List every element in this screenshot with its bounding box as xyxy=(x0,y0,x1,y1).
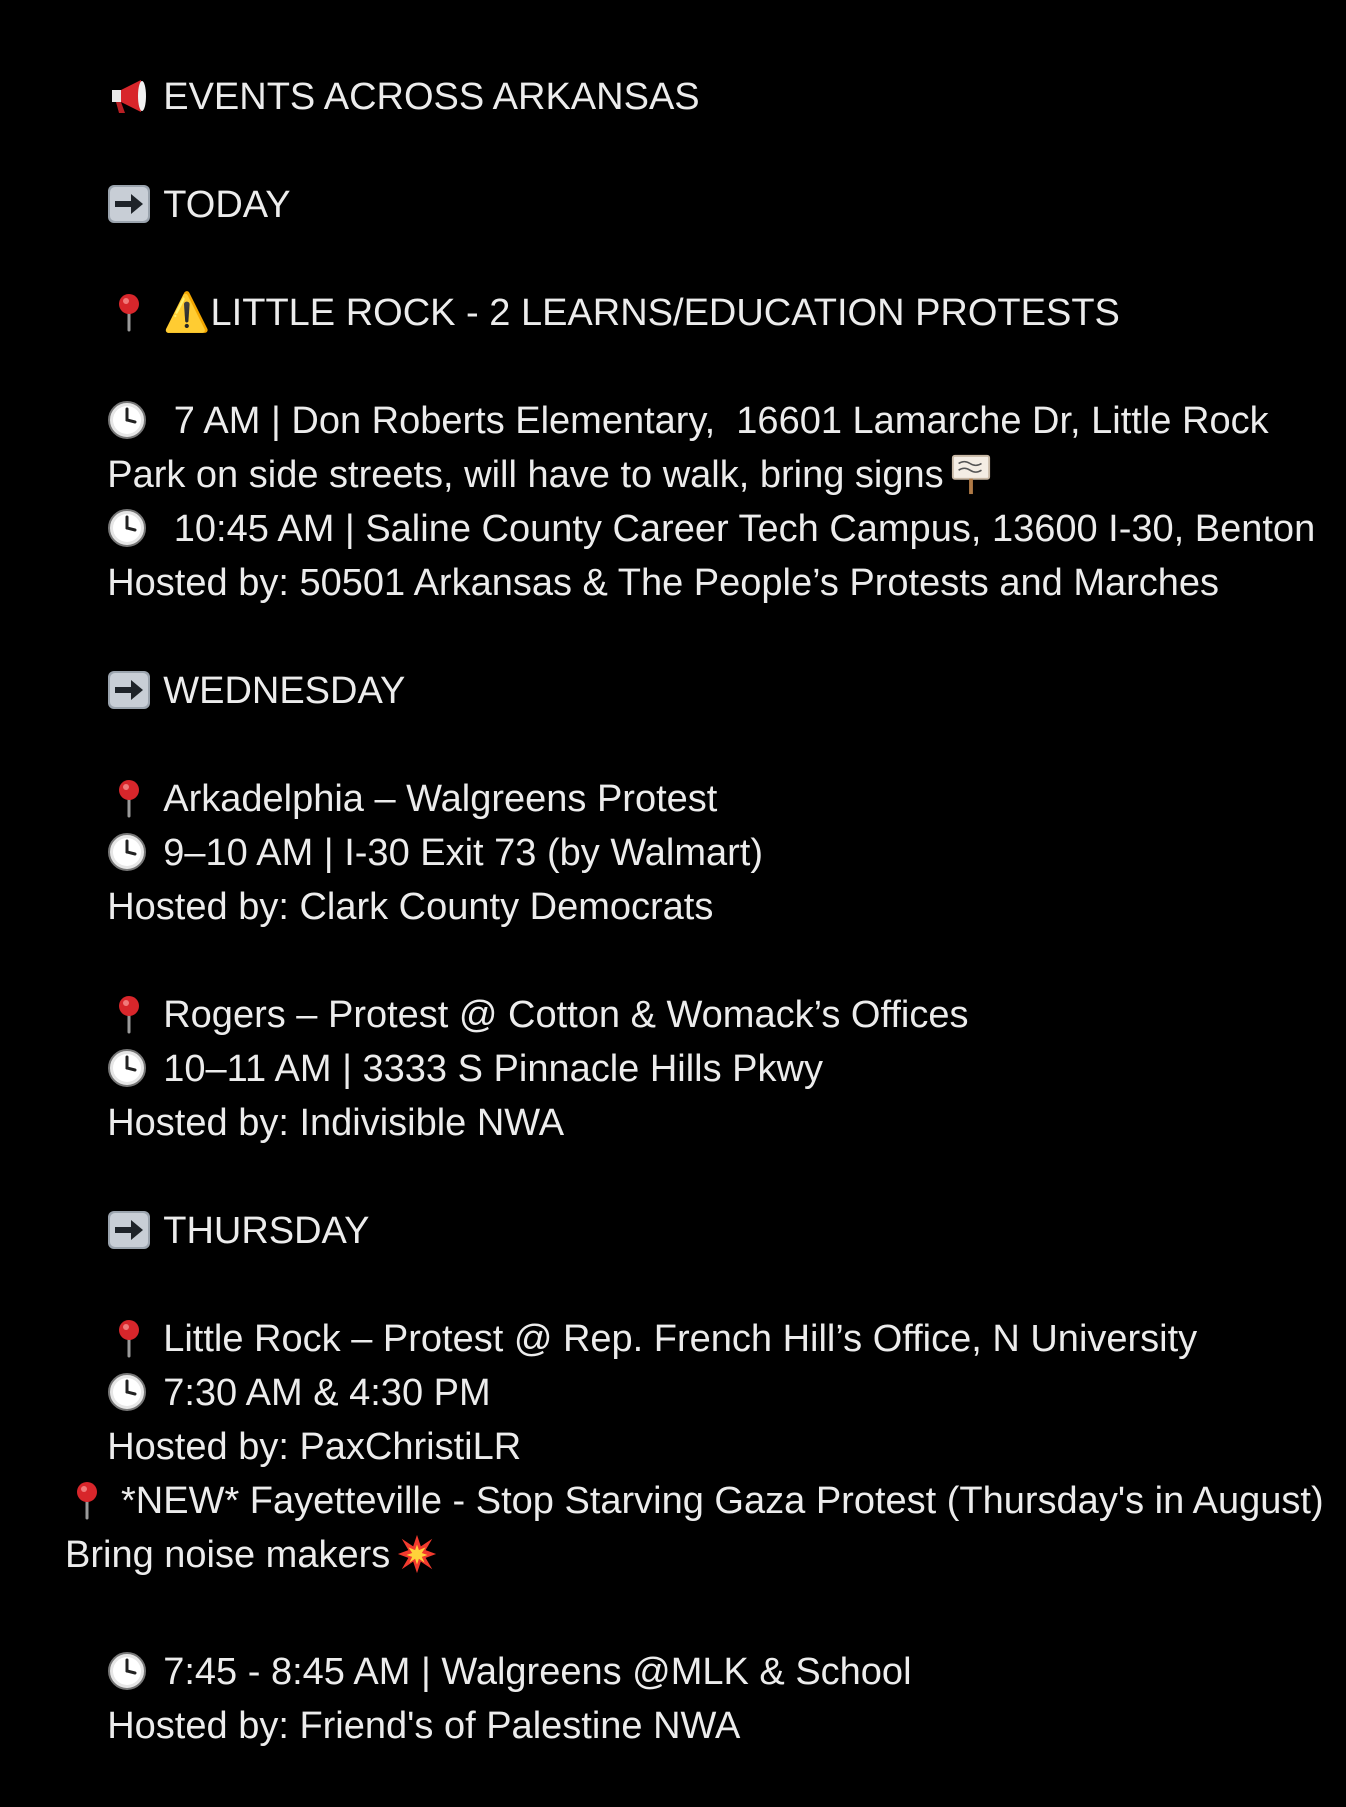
day-heading-today xyxy=(65,124,1325,226)
event-title xyxy=(65,718,1325,820)
post-title: EVENTS ACROSS ARKANSAS xyxy=(163,76,700,118)
pin-icon xyxy=(107,1318,153,1358)
pin-icon xyxy=(107,778,153,818)
event-host-text: Hosted by: PaxChristiLR xyxy=(107,1426,522,1468)
right-arrow-icon xyxy=(107,670,153,710)
day-label: WEDNESDAY xyxy=(163,670,406,712)
pin-icon xyxy=(65,1480,111,1520)
event-time xyxy=(65,1591,1325,1693)
explosion-icon xyxy=(396,1532,438,1591)
day-label: THURSDAY xyxy=(163,1210,370,1252)
event-time-text: 7:45 - 8:45 AM | Walgreens @MLK & School xyxy=(163,1651,912,1693)
event-time xyxy=(65,340,1325,442)
event-time-text: 7 AM | Don Roberts Elementary, 16601 Lamarche Dr, Little Rock xyxy=(163,400,1269,442)
clock-icon xyxy=(107,1372,153,1412)
day-heading-thursday xyxy=(65,1150,1325,1252)
event-title xyxy=(65,934,1325,1036)
event-time-text: 10:45 AM | Saline County Career Tech Campus, 13600 I-30, Benton xyxy=(163,508,1316,550)
post-header xyxy=(65,16,1325,118)
event-title-text: ⚠️LITTLE ROCK - 2 LEARNS/EDUCATION PROTESTS xyxy=(163,292,1120,334)
event-title-text: Arkadelphia – Walgreens Protest xyxy=(163,778,718,820)
event-title-text: Rogers – Protest @ Cotton & Womack’s Offices xyxy=(163,994,969,1036)
pin-icon xyxy=(107,292,153,332)
event-post xyxy=(65,16,1325,1747)
clock-icon xyxy=(107,508,153,548)
event-time-text: 9–10 AM | I-30 Exit 73 (by Walmart) xyxy=(163,832,764,874)
event-time-text: 7:30 AM & 4:30 PM xyxy=(163,1372,491,1414)
right-arrow-icon xyxy=(107,1210,153,1250)
event-title-text: *NEW* Fayetteville - Stop Starving Gaza Protest (Thursday's in August) Bring noise makers xyxy=(65,1480,1324,1576)
clock-icon xyxy=(107,1048,153,1088)
event-host-text: Hosted by: Friend's of Palestine NWA xyxy=(107,1705,741,1747)
megaphone-icon xyxy=(107,76,153,116)
clock-icon xyxy=(107,400,153,440)
event-title xyxy=(65,1474,1325,1591)
event-host-text: Hosted by: 50501 Arkansas & The People’s Protests and Marches xyxy=(107,562,1220,604)
event-note-text: Park on side streets, will have to walk, bring signs xyxy=(107,454,944,496)
pin-icon xyxy=(107,994,153,1034)
clock-icon xyxy=(107,1651,153,1691)
event-title xyxy=(65,1258,1325,1360)
day-label: TODAY xyxy=(163,184,291,226)
event-title xyxy=(65,232,1325,334)
clock-icon xyxy=(107,832,153,872)
event-title-text: Little Rock – Protest @ Rep. French Hill’s Office, N University xyxy=(163,1318,1198,1360)
event-host-text: Hosted by: Indivisible NWA xyxy=(107,1102,565,1144)
right-arrow-icon xyxy=(107,184,153,224)
event-time-text: 10–11 AM | 3333 S Pinnacle Hills Pkwy xyxy=(163,1048,823,1090)
event-host-text: Hosted by: Clark County Democrats xyxy=(107,886,714,928)
day-heading-wednesday xyxy=(65,610,1325,712)
